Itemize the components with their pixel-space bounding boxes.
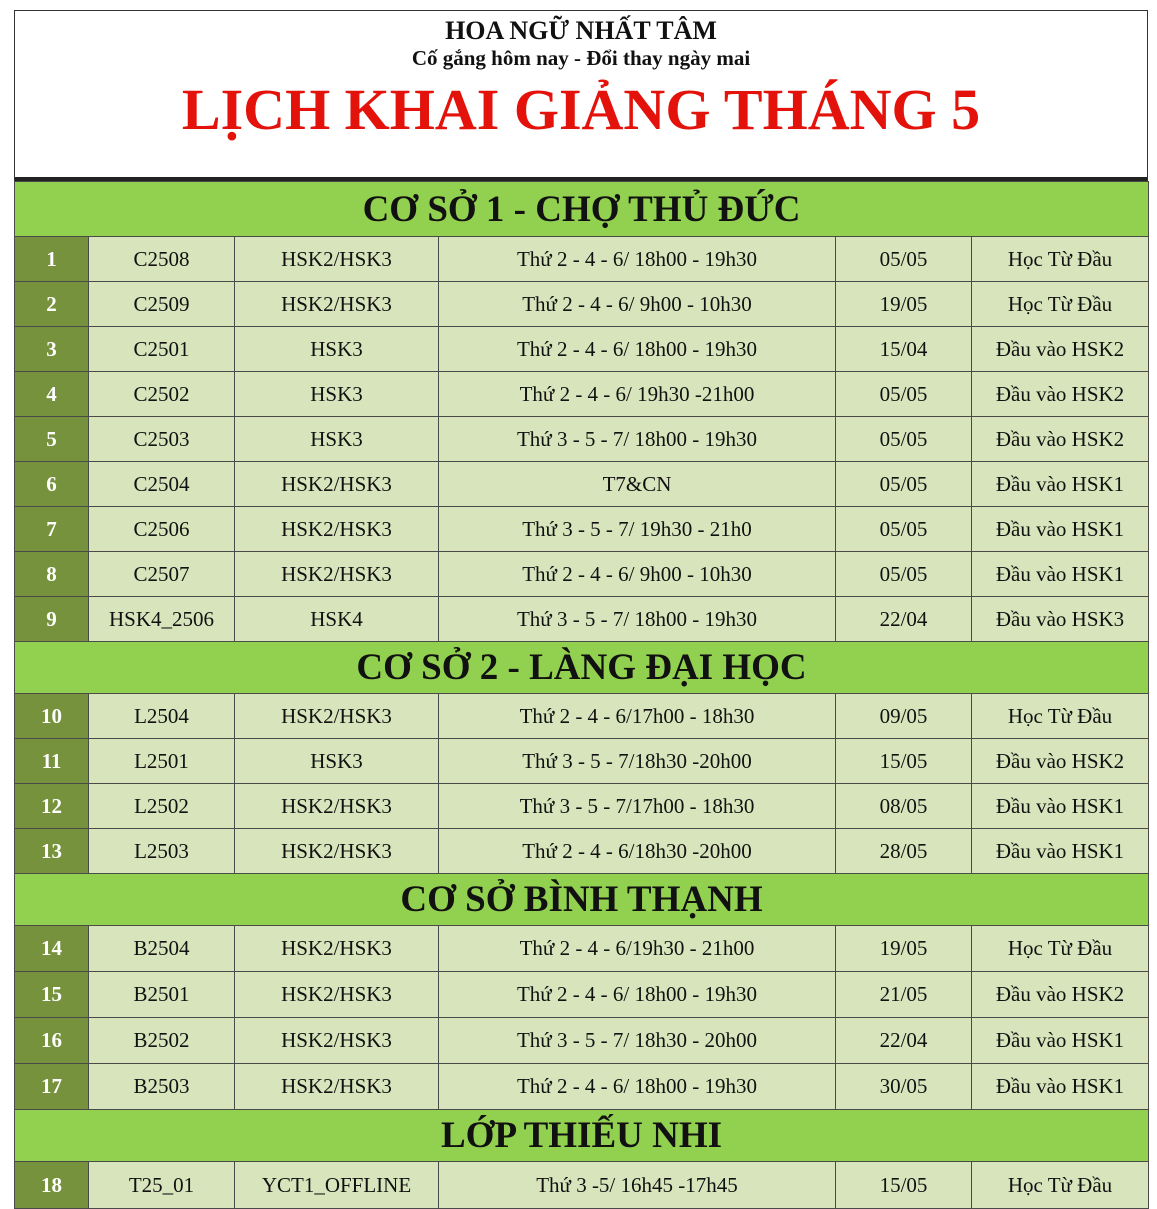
class-schedule: Thứ 2 - 4 - 6/ 9h00 - 10h30 — [439, 552, 836, 597]
row-number: 8 — [15, 552, 89, 597]
start-date: 30/05 — [836, 1064, 972, 1110]
section-header-row — [15, 874, 1149, 926]
class-schedule: Thứ 2 - 4 - 6/19h30 - 21h00 — [439, 926, 836, 972]
class-level: HSK2/HSK3 — [235, 926, 439, 972]
class-schedule: Thứ 2 - 4 - 6/ 18h00 - 19h30 — [439, 972, 836, 1018]
entry-requirement: Đầu vào HSK2 — [972, 417, 1149, 462]
table-row — [15, 507, 1149, 552]
class-schedule: Thứ 3 - 5 - 7/ 18h00 - 19h30 — [439, 417, 836, 462]
start-date: 15/05 — [836, 1162, 972, 1209]
class-level: HSK2/HSK3 — [235, 784, 439, 829]
section-title: CƠ SỞ BÌNH THẠNH — [15, 874, 1149, 926]
table-row — [15, 1018, 1149, 1064]
entry-requirement: Đầu vào HSK1 — [972, 462, 1149, 507]
entry-requirement: Đầu vào HSK1 — [972, 507, 1149, 552]
start-date: 22/04 — [836, 1018, 972, 1064]
row-number: 9 — [15, 597, 89, 642]
class-level: YCT1_OFFLINE — [235, 1162, 439, 1209]
start-date: 08/05 — [836, 784, 972, 829]
entry-requirement: Học Từ Đầu — [972, 282, 1149, 327]
row-number: 11 — [15, 739, 89, 784]
section-title: CƠ SỞ 1 - CHỢ THỦ ĐỨC — [15, 182, 1149, 237]
table-row — [15, 694, 1149, 739]
entry-requirement: Đầu vào HSK1 — [972, 1064, 1149, 1110]
class-level: HSK3 — [235, 372, 439, 417]
schedule-document — [14, 10, 1148, 1209]
entry-requirement: Học Từ Đầu — [972, 1162, 1149, 1209]
class-code: C2508 — [89, 237, 235, 282]
class-level: HSK2/HSK3 — [235, 282, 439, 327]
entry-requirement: Đầu vào HSK1 — [972, 1018, 1149, 1064]
class-code: L2502 — [89, 784, 235, 829]
row-number: 17 — [15, 1064, 89, 1110]
row-number: 14 — [15, 926, 89, 972]
section-header-row — [15, 1110, 1149, 1162]
class-code: C2507 — [89, 552, 235, 597]
class-level: HSK2/HSK3 — [235, 462, 439, 507]
start-date: 15/05 — [836, 739, 972, 784]
class-code: L2501 — [89, 739, 235, 784]
table-row — [15, 739, 1149, 784]
class-level: HSK2/HSK3 — [235, 694, 439, 739]
class-code: B2501 — [89, 972, 235, 1018]
class-code: B2504 — [89, 926, 235, 972]
row-number: 4 — [15, 372, 89, 417]
class-level: HSK3 — [235, 327, 439, 372]
class-level: HSK2/HSK3 — [235, 237, 439, 282]
class-code: B2502 — [89, 1018, 235, 1064]
start-date: 05/05 — [836, 417, 972, 462]
table-row — [15, 327, 1149, 372]
class-code: C2506 — [89, 507, 235, 552]
school-slogan: Cố gắng hôm nay - Đổi thay ngày mai — [411, 46, 751, 70]
table-row — [15, 972, 1149, 1018]
table-row — [15, 462, 1149, 507]
start-date: 05/05 — [836, 507, 972, 552]
class-code: C2501 — [89, 327, 235, 372]
class-level: HSK2/HSK3 — [235, 829, 439, 874]
class-schedule: Thứ 3 - 5 - 7/ 18h00 - 19h30 — [439, 597, 836, 642]
start-date: 22/04 — [836, 597, 972, 642]
class-schedule: Thứ 3 - 5 - 7/17h00 - 18h30 — [439, 784, 836, 829]
entry-requirement: Đầu vào HSK2 — [972, 972, 1149, 1018]
row-number: 3 — [15, 327, 89, 372]
table-row — [15, 926, 1149, 972]
start-date: 05/05 — [836, 552, 972, 597]
start-date: 28/05 — [836, 829, 972, 874]
row-number: 16 — [15, 1018, 89, 1064]
row-number: 18 — [15, 1162, 89, 1209]
entry-requirement: Đầu vào HSK2 — [972, 327, 1149, 372]
entry-requirement: Đầu vào HSK2 — [972, 739, 1149, 784]
page-title: LỊCH KHAI GIẢNG THÁNG 5 — [181, 77, 981, 142]
class-code: L2504 — [89, 694, 235, 739]
class-code: L2503 — [89, 829, 235, 874]
class-schedule: Thứ 2 - 4 - 6/18h30 -20h00 — [439, 829, 836, 874]
class-schedule: Thứ 3 - 5 - 7/ 19h30 - 21h0 — [439, 507, 836, 552]
table-row — [15, 829, 1149, 874]
row-number: 12 — [15, 784, 89, 829]
row-number: 15 — [15, 972, 89, 1018]
class-schedule: Thứ 2 - 4 - 6/ 19h30 -21h00 — [439, 372, 836, 417]
start-date: 21/05 — [836, 972, 972, 1018]
section-title: CƠ SỞ 2 - LÀNG ĐẠI HỌC — [15, 642, 1149, 694]
row-number: 2 — [15, 282, 89, 327]
table-row — [15, 282, 1149, 327]
class-level: HSK3 — [235, 417, 439, 462]
entry-requirement: Học Từ Đầu — [972, 926, 1149, 972]
class-schedule: Thứ 2 - 4 - 6/17h00 - 18h30 — [439, 694, 836, 739]
start-date: 15/04 — [836, 327, 972, 372]
table-row — [15, 1162, 1149, 1209]
row-number: 5 — [15, 417, 89, 462]
start-date: 09/05 — [836, 694, 972, 739]
schedule-table-body — [15, 182, 1149, 1209]
start-date: 05/05 — [836, 372, 972, 417]
class-level: HSK2/HSK3 — [235, 972, 439, 1018]
class-code: C2503 — [89, 417, 235, 462]
table-row — [15, 417, 1149, 462]
entry-requirement: Đầu vào HSK2 — [972, 372, 1149, 417]
school-name: HOA NGỮ NHẤT TÂM — [445, 16, 717, 45]
class-level: HSK2/HSK3 — [235, 1018, 439, 1064]
class-schedule: Thứ 2 - 4 - 6/ 18h00 - 19h30 — [439, 1064, 836, 1110]
entry-requirement: Đầu vào HSK3 — [972, 597, 1149, 642]
class-level: HSK3 — [235, 739, 439, 784]
entry-requirement: Đầu vào HSK1 — [972, 829, 1149, 874]
entry-requirement: Học Từ Đầu — [972, 694, 1149, 739]
table-row — [15, 784, 1149, 829]
table-row — [15, 372, 1149, 417]
class-code: B2503 — [89, 1064, 235, 1110]
entry-requirement: Đầu vào HSK1 — [972, 784, 1149, 829]
entry-requirement: Học Từ Đầu — [972, 237, 1149, 282]
class-schedule: Thứ 2 - 4 - 6/ 18h00 - 19h30 — [439, 327, 836, 372]
class-code: C2509 — [89, 282, 235, 327]
row-number: 1 — [15, 237, 89, 282]
class-level: HSK2/HSK3 — [235, 507, 439, 552]
row-number: 10 — [15, 694, 89, 739]
document-header — [14, 10, 1148, 177]
row-number: 7 — [15, 507, 89, 552]
class-schedule: Thứ 2 - 4 - 6/ 9h00 - 10h30 — [439, 282, 836, 327]
class-schedule: Thứ 3 -5/ 16h45 -17h45 — [439, 1162, 836, 1209]
row-number: 13 — [15, 829, 89, 874]
schedule-table — [14, 181, 1149, 1209]
table-row — [15, 552, 1149, 597]
table-row — [15, 1064, 1149, 1110]
class-schedule: Thứ 3 - 5 - 7/18h30 -20h00 — [439, 739, 836, 784]
table-row — [15, 237, 1149, 282]
class-level: HSK2/HSK3 — [235, 1064, 439, 1110]
start-date: 05/05 — [836, 462, 972, 507]
start-date: 19/05 — [836, 282, 972, 327]
section-header-row — [15, 642, 1149, 694]
table-row — [15, 597, 1149, 642]
row-number: 6 — [15, 462, 89, 507]
class-schedule: T7&CN — [439, 462, 836, 507]
start-date: 05/05 — [836, 237, 972, 282]
class-level: HSK2/HSK3 — [235, 552, 439, 597]
class-code: T25_01 — [89, 1162, 235, 1209]
start-date: 19/05 — [836, 926, 972, 972]
entry-requirement: Đầu vào HSK1 — [972, 552, 1149, 597]
section-title: LỚP THIẾU NHI — [15, 1110, 1149, 1162]
section-header-row — [15, 182, 1149, 237]
class-schedule: Thứ 2 - 4 - 6/ 18h00 - 19h30 — [439, 237, 836, 282]
class-code: HSK4_2506 — [89, 597, 235, 642]
class-schedule: Thứ 3 - 5 - 7/ 18h30 - 20h00 — [439, 1018, 836, 1064]
class-level: HSK4 — [235, 597, 439, 642]
class-code: C2504 — [89, 462, 235, 507]
class-code: C2502 — [89, 372, 235, 417]
